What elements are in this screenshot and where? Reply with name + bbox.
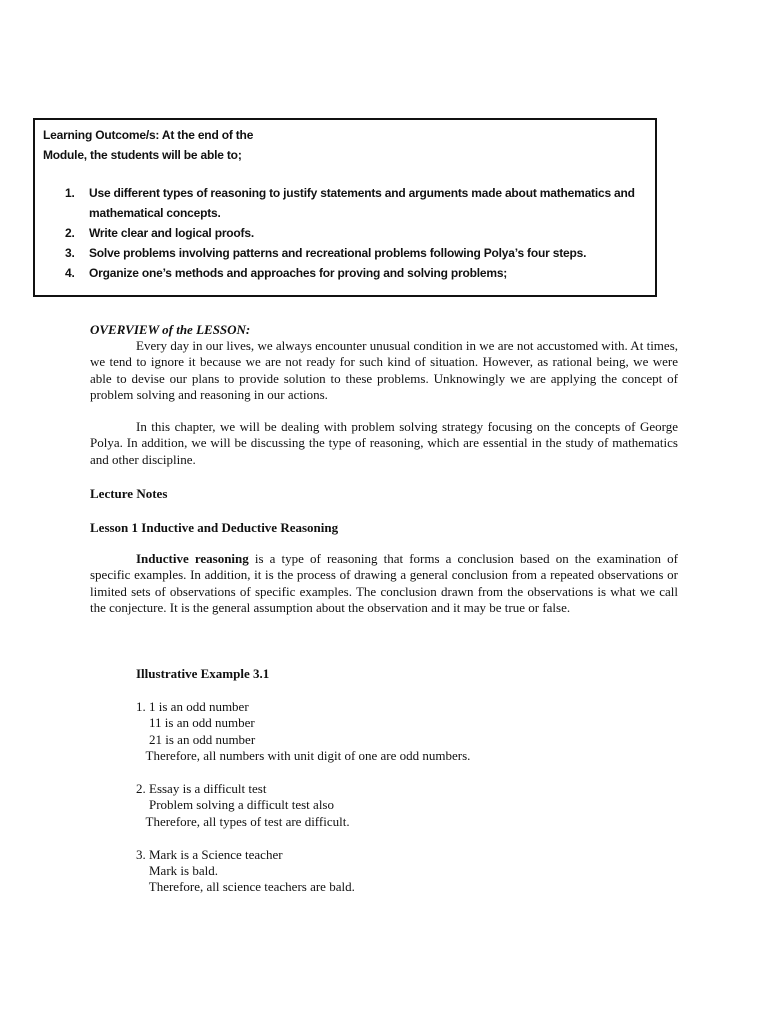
learning-outcome-text-line: Organize one’s methods and approaches for proving and solving problems;: [89, 266, 508, 280]
learning-outcomes-heading-line-1: Learning Outcome/s: At the end of the: [43, 128, 254, 142]
learning-outcomes-list: [65, 183, 655, 283]
learning-outcome-number: 4.: [65, 266, 75, 280]
learning-outcome-text-line: Solve problems involving patterns and recreational problems following Polya’s four steps.: [89, 246, 587, 260]
example-conclusion: Therefore, all numbers with unit digit of one are odd numbers.: [136, 748, 471, 764]
overview-title: OVERVIEW of the LESSON:: [90, 322, 251, 337]
example-line: 11 is an odd number: [136, 715, 255, 731]
example-item: [136, 781, 470, 830]
inductive-reasoning-definition: is a type of reasoning that forms a conclusion based on the examination of specific examples. In addition, it is the process of drawing a general conclusion from a repeated observations or limited sets of observations of specific examples. The conclusion drawn from the observations is what we call the conjecture. It is the general assumption about the observation and it may be true or false.: [90, 551, 678, 615]
learning-outcome-text-line: mathematical concepts.: [89, 206, 221, 220]
learning-outcome-text-line: Write clear and logical proofs.: [89, 226, 254, 240]
learning-outcome-number: 1.: [65, 186, 75, 200]
illustrative-example-title: Illustrative Example 3.1: [136, 666, 270, 681]
example-line: Problem solving a difficult test also: [136, 797, 334, 813]
learning-outcomes-box: [33, 118, 657, 297]
overview-paragraph-2: In this chapter, we will be dealing with problem solving strategy focusing on the concepts of George Polya. In addition, we will be discussing the type of reasoning, which are essential in the study of mathematics and other discipline.: [90, 419, 678, 467]
inductive-reasoning-term: Inductive reasoning: [136, 551, 249, 566]
example-item: [136, 699, 470, 765]
learning-outcome-item: [65, 243, 655, 263]
example-line: 3. Mark is a Science teacher: [136, 846, 283, 862]
learning-outcome-item: [65, 223, 655, 243]
overview-paragraph-1: Every day in our lives, we always encounter unusual condition in we are not accustomed with. At times, we tend to ignore it because we are not ready for such kind of situation. However, as rational being, we were able to devise our plans to provide solution to these problems. Unknowingly we are applying the concept of problem solving and reasoning in our actions.: [90, 338, 678, 402]
inductive-reasoning-paragraph: [90, 551, 678, 616]
example-item: [136, 847, 470, 896]
overview-section: [90, 321, 678, 468]
lecture-notes-heading: Lecture Notes: [90, 486, 168, 501]
learning-outcome-number: 2.: [65, 226, 75, 240]
learning-outcomes-heading: [43, 125, 253, 165]
lesson-title: Lesson 1 Inductive and Deductive Reasoning: [90, 520, 339, 535]
example-conclusion: Therefore, all science teachers are bald.: [136, 879, 355, 895]
example-conclusion: Therefore, all types of test are difficult.: [136, 813, 350, 829]
example-line: 2. Essay is a difficult test: [136, 781, 267, 797]
learning-outcome-number: 3.: [65, 246, 75, 260]
example-line: 1. 1 is an odd number: [136, 699, 249, 714]
example-line: 21 is an odd number: [136, 731, 256, 747]
illustrative-examples: [136, 699, 470, 912]
learning-outcomes-heading-line-2: Module, the students will be able to;: [43, 148, 242, 162]
learning-outcome-item: [65, 183, 655, 223]
example-line: Mark is bald.: [136, 863, 218, 879]
inductive-reasoning-text: [90, 551, 678, 616]
learning-outcome-item: [65, 263, 655, 283]
learning-outcome-text-line: Use different types of reasoning to justify statements and arguments made about mathematics and: [89, 186, 635, 200]
